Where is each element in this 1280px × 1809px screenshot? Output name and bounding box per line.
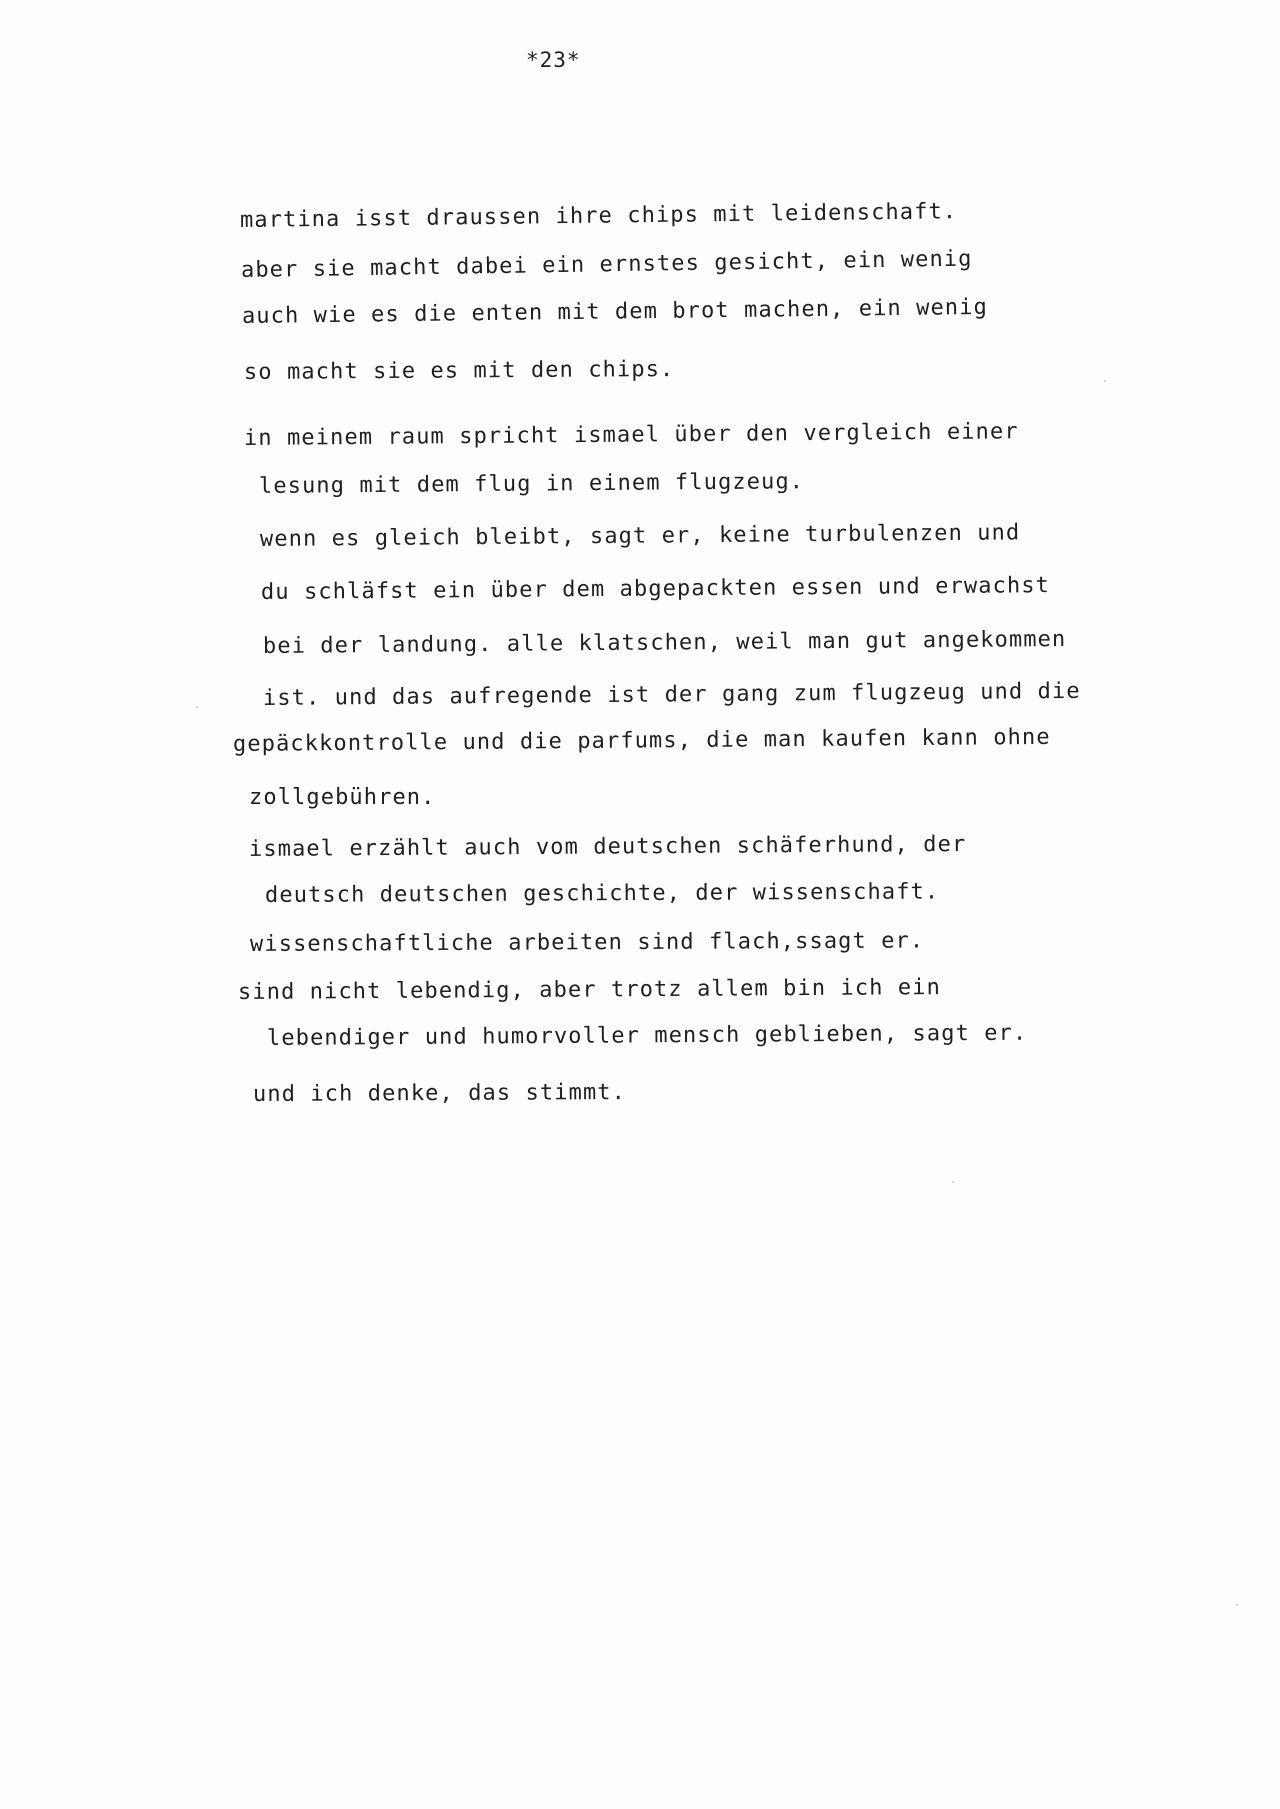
text-line: wissenschaftliche arbeiten sind flach,ssagt er. bbox=[249, 928, 925, 957]
text-line: aber sie macht dabei ein ernstes gesicht, ein wenig bbox=[240, 246, 973, 283]
text-line: und ich denke, das stimmt. bbox=[252, 1080, 627, 1107]
text-line: deutsch deutschen geschichte, der wissenschaft. bbox=[264, 879, 940, 908]
paper-speck bbox=[1104, 380, 1106, 382]
text-line: bei der landung. alle klatschen, weil man gut angekommen bbox=[262, 626, 1067, 659]
paper-speck bbox=[952, 1181, 954, 1183]
text-line: lesung mit dem flug in einem flugzeug. bbox=[258, 469, 805, 499]
text-line: ismael erzählt auch vom deutschen schäferhund, der bbox=[248, 831, 967, 862]
paper-speck bbox=[196, 706, 198, 708]
text-line: martina isst draussen ihre chips mit leidenschaft. bbox=[239, 199, 958, 233]
page-number: *23* bbox=[526, 48, 581, 72]
text-line: wenn es gleich bleibt, sagt er, keine turbulenzen und bbox=[259, 520, 1021, 552]
text-line: du schläfst ein über dem abgepackten essen und erwachst bbox=[260, 573, 1051, 605]
text-line: lebendiger und humorvoller mensch geblieben, sagt er. bbox=[266, 1020, 1028, 1051]
text-line: ist. und das aufregende ist der gang zum flugzeug und die bbox=[262, 678, 1081, 711]
paper-speck bbox=[1236, 1604, 1238, 1606]
text-line: auch wie es die enten mit dem brot machen, ein wenig bbox=[241, 294, 989, 329]
text-line: zollgebühren. bbox=[249, 785, 436, 810]
text-line: so macht sie es mit den chips. bbox=[243, 356, 675, 385]
text-line: sind nicht lebendig, aber trotz allem bin ich ein bbox=[237, 975, 941, 1005]
text-line: gepäckkontrolle und die parfums, die man kaufen kann ohne bbox=[232, 724, 1051, 757]
text-line: in meinem raum spricht ismael über den vergleich einer bbox=[243, 419, 1019, 451]
